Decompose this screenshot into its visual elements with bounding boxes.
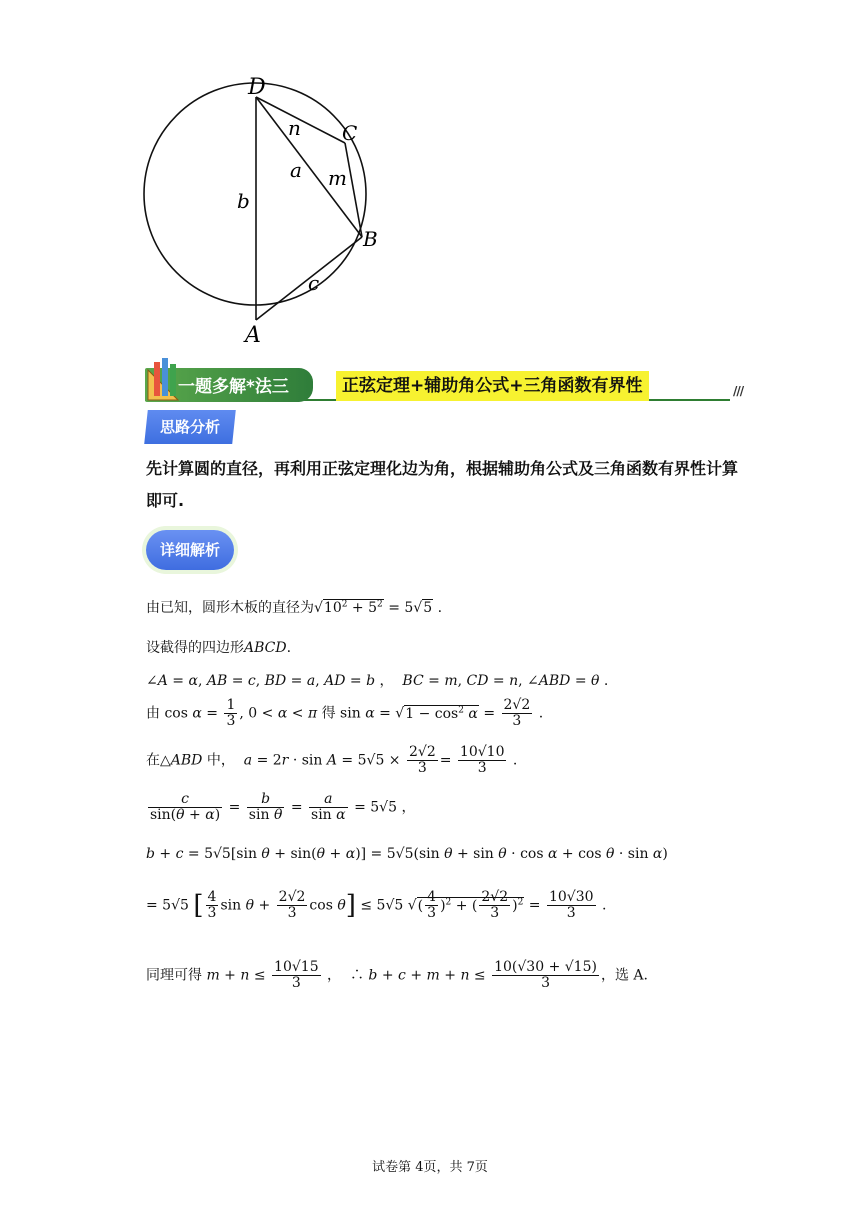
segment-label-a: a	[290, 158, 302, 182]
solution-line-7: b + c = 5√5[sin θ + sin(θ + α)] = 5√5(sin θ + sin θ · cos α + cos θ · sin α)	[146, 846, 668, 862]
analysis-badge	[144, 410, 236, 444]
line1-text: 由已知，圆形木板的直径为	[146, 600, 314, 616]
segment-label-n: n	[288, 116, 301, 140]
line2-text: 设截得的四边形	[146, 640, 244, 656]
formula-diameter: $√10^2 + 5^2 = 5√5$ .	[314, 599, 443, 616]
page-footer: 试卷第 4页，共 7页	[372, 1160, 488, 1175]
segment-label-c: c	[308, 271, 320, 295]
segment-label-m: m	[328, 166, 347, 190]
solution-line-6: $\frac{c}{\sin(\theta + \alpha)}$ = $\frac{b}{\text{sin θ}}$ = $\frac{a}{\text{sin α}}$ = 5√5 ，	[150, 791, 416, 823]
solution-line-5: 在△ABD 中， a = 2r · sin A = 5√5 × $\frac{2√2}{3}$ = $\frac{10√10}{3}$ .	[146, 744, 518, 776]
geometry-diagram	[130, 70, 390, 350]
banner-slashes: ///	[733, 384, 744, 398]
point-label-C: C	[342, 121, 358, 145]
segment-label-b: b	[237, 189, 250, 213]
solution-line-9: 同理可得 m + n ≤ $\frac{10√15}{3}$ ， ∴ b + c + m + n ≤ $\frac{10(√30 + √15)}{3}$ ，选 A.	[146, 959, 648, 991]
solution-line-8: = 5√5 [ $\frac{4}{3}$ sin θ + $\frac{2√2}{3}$ cos θ] ≤ 5√5 √( $\frac{4}{3}$ )$^2$ + ( $\frac{2√2}{3}$ )$^2$ = $\frac{10√30}{3}$ .	[146, 889, 607, 921]
method-label: 一题多解*法三	[178, 377, 289, 397]
point-label-A: A	[245, 323, 261, 348]
circle	[144, 83, 366, 305]
point-label-B: B	[363, 227, 378, 251]
solution-line-2: 设截得的四边形ABCD.	[146, 640, 292, 656]
quadrilateral-name: ABCD	[244, 640, 287, 656]
pencil-ruler-icon	[146, 356, 182, 402]
solution-line-3: ∠A = α, AB = c, BD = a, AD = b ， BC = m, CD = n, ∠ABD = θ .	[146, 673, 609, 689]
solution-line-1	[146, 597, 442, 617]
analysis-text: 先计算圆的直径，再利用正弦定理化边为角，根据辅助角公式及三角函数有界性计算即可.	[146, 459, 739, 510]
method-title: 正弦定理+辅助角公式+三角函数有界性	[336, 371, 649, 401]
solution-line-4: 由 cos α = $\frac{1}{3}$ , 0 < α < π 得 $\sin \alpha = √1 - \cos^2 \alpha$ = $\frac{2√2}{3}$ .	[146, 697, 544, 729]
point-label-D: D	[248, 75, 266, 100]
analysis-badge-label: 思路分析	[159, 418, 220, 436]
detail-badge: 详细解析	[146, 530, 234, 570]
